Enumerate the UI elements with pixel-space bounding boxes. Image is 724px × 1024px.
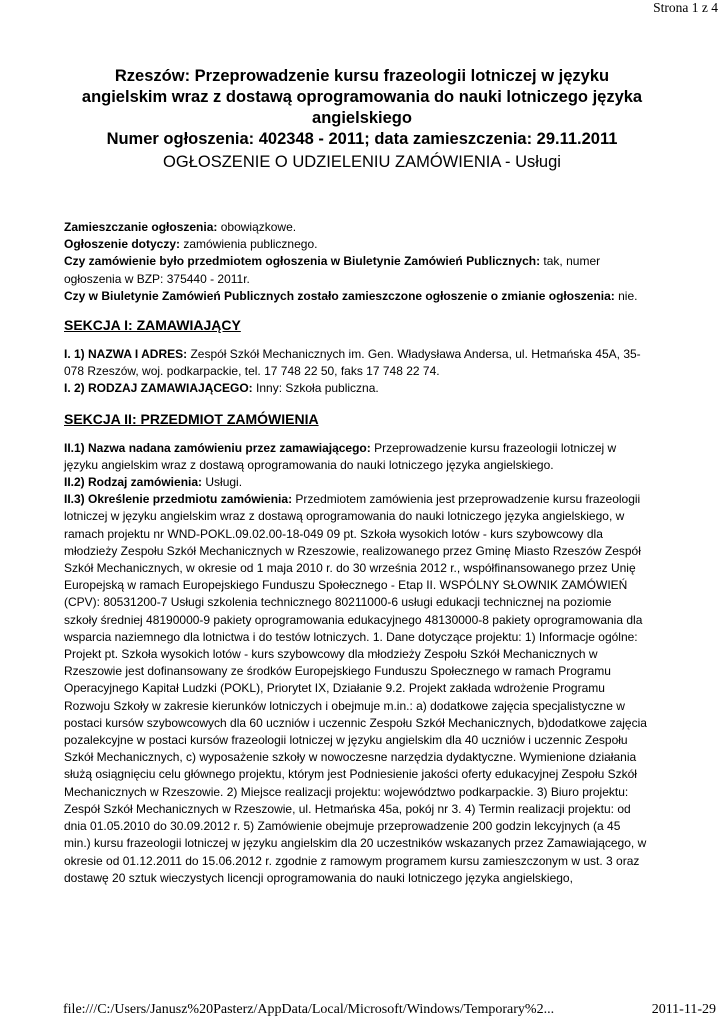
field-value: Przedmiotem zamówienia jest przeprowadzenie kursu frazeologii — [292, 492, 641, 507]
body-text-line: okresie od 01.12.2011 do 15.06.2012 r. zgodnie z ramowym programem kursu zamieszczonym w ust. 3 oraz — [64, 853, 640, 868]
section-1-line — [64, 346, 664, 363]
body-text-line: szkoły średniej 48190000-9 pakiety oprogramowania edukacyjnego 48130000-8 pakiety oprogramowania dla — [64, 612, 643, 627]
intro-line-3 — [64, 253, 664, 270]
field-value: Inny: Szkoła publiczna. — [252, 381, 379, 396]
page-indicator: Strona 1 z 4 — [653, 0, 718, 15]
field-label: Czy w Biuletynie Zamówień Publicznych zostało zamieszczone ogłoszenie o zmianie ogłoszenia: — [64, 288, 615, 303]
body-text-line: Europejską w ramach Europejskiego Funduszu Społecznego - Etap II. WSPÓLNY SŁOWNIK ZAMÓWIEŃ — [64, 578, 628, 593]
section-2-line — [64, 491, 664, 508]
body-text-line: postaci kursów szybowcowych dla 60 uczniów i uczennic Zespołu Szkół Mechanicznych, b)dodatkowe zajęcia — [64, 715, 647, 730]
field-value: tak, numer — [540, 254, 601, 269]
body-text-line: Mechanicznych w Rzeszowie. 2) Miejsce realizacji projektu: województwo podkarpackie. 3) Biuro projektu: — [64, 784, 629, 799]
print-footer — [63, 1002, 716, 1018]
body-text-line: (CPV): 80531200-7 Usługi szkolenia technicznego 80211000-6 usługi edukacji technicznej na poziomie — [64, 595, 612, 610]
section-2-heading: SEKCJA II: PRZEDMIOT ZAMÓWIENIA — [64, 410, 319, 427]
section-1-line: 078 Rzeszów, woj. podkarpackie, tel. 17 748 22 50, faks 17 748 22 74. — [64, 364, 440, 379]
intro-line-1 — [64, 219, 664, 236]
field-value: nie. — [614, 288, 638, 303]
field-label: I. 2) RODZAJ ZAMAWIAJĄCEGO: — [64, 381, 253, 396]
field-value: obowiązkowe. — [217, 220, 297, 234]
body-text-line: służą osiągnięciu celu głównego projektu, którym jest Podniesienie jakości oferty edukacyjnej Zespołu Szkół — [64, 767, 637, 782]
body-text-line: Rzeszowie jest dofinansowany ze środków Europejskiego Funduszu Społecznego w ramach Programu — [64, 664, 611, 679]
field-label: I. 1) NAZWA I ADRES: — [64, 347, 188, 362]
print-date: 2011-11-29 — [651, 1002, 716, 1017]
body-text-line: ramach projektu nr WND-POKL.09.02.00-18-049 09 pt. Szkoła wysokich lotów - kurs szybowcowy dla — [64, 526, 603, 541]
field-label: Czy zamówienie było przedmiotem ogłoszenia w Biuletynie Zamówień Publicznych: — [64, 254, 541, 269]
field-value: Usługi. — [202, 475, 243, 490]
body-text-line: Szkół Mechanicznych, w okresie od 1 maja 2010 r. do 30 września 2012 r., współfinansowanego przez Unię — [64, 561, 636, 576]
section-2-line — [64, 474, 664, 491]
field-value: zamówienia publicznego. — [180, 237, 318, 252]
body-text-line: dnia 01.05.2010 do 30.09.2012 r. 5) Zamówienie obejmuje przeprowadzenie 200 godzin lekcyjnych (a 45 — [64, 819, 621, 834]
document-body — [64, 219, 664, 887]
body-text-line: Szkół Mechanicznych, c) wyposażenie szkoły w nowoczesne narzędzia dydaktyczne. Wymienione działania — [64, 750, 637, 765]
field-label: II.3) Określenie przedmiotu zamówienia: — [64, 492, 293, 507]
field-label: Ogłoszenie dotyczy: — [64, 237, 181, 252]
intro-block — [64, 219, 664, 305]
document-subtitle: OGŁOSZENIE O UDZIELENIU ZAMÓWIENIA - Usługi — [163, 153, 561, 171]
body-text-line: Projekt pt. Szkoła wysokich lotów - kurs szybowcowy dla młodzieży Zespołu Szkół Mechanicznych w — [64, 647, 598, 662]
field-label: Zamieszczanie ogłoszenia: — [64, 220, 218, 234]
section-2-body — [64, 440, 664, 887]
field-label: II.2) Rodzaj zamówienia: — [64, 475, 203, 490]
document-title — [50, 66, 674, 173]
body-text-line: młodzieży Zespołu Szkół Mechanicznych w Rzeszowie, realizowanego przez Gminę Miasto Rzeszów Zespół — [64, 543, 641, 558]
body-text-line: pozalekcyjne w postaci kursów frazeologii lotniczej w języku angielskim dla 40 uczniów i uczennic Zespołu — [64, 733, 628, 748]
section-1-body — [64, 346, 664, 398]
field-value: Przeprowadzenie kursu frazeologii lotniczej w — [370, 440, 617, 455]
section-1-line — [64, 380, 664, 397]
intro-line-4: ogłoszenia w BZP: 375440 - 2011r. — [64, 271, 250, 286]
field-value: Zespół Szkół Mechanicznych im. Gen. Władysława Andersa, ul. Hetmańska 45A, 35- — [187, 347, 641, 362]
title-line-3: angielskiego — [312, 109, 412, 127]
section-2-line: języku angielskim wraz z dostawą oprogramowania do nauki lotniczego języka angielskiego. — [64, 457, 554, 472]
body-text-line: dostawę 20 sztuk wieczystych licencji oprogramowania do nauki lotniczego języka angielskiego, — [64, 870, 573, 885]
field-label: II.1) Nazwa nadana zamówieniu przez zamawiającego: — [64, 440, 371, 455]
body-text-line: Rozwoju Szkoły w zakresie kierunków lotniczych i obejmuje m.in.: a) dodatkowe zajęcia specjalistyczne w — [64, 698, 625, 713]
body-text-line: lotniczej w języku angielskim wraz z dostawą oprogramowania do nauki lotniczego języka angielskiego, w — [64, 509, 625, 524]
body-text-line: Zespół Szkół Mechanicznych w Rzeszowie, ul. Hetmańska 45a, pokój nr 3. 4) Termin realizacji projektu: od — [64, 801, 631, 816]
announcement-number: Numer ogłoszenia: 402348 - 2011; data zamieszczenia: 29.11.2011 — [106, 130, 618, 148]
body-text-line: wsparcia naziemnego dla lotnictwa i do testów lotniczych. 1. Dane dotyczące projektu: 1) Informacje ogólne: — [64, 629, 638, 644]
title-line-2: angielskim wraz z dostawą oprogramowania do nauki lotniczego języka — [81, 88, 643, 106]
intro-line-2 — [64, 236, 664, 253]
intro-line-5 — [64, 288, 664, 305]
body-text-line: min.) kursu frazeologii lotniczej w języku angielskim dla 20 uczestników wskazanych przez Zamawiającego, w — [64, 836, 647, 851]
title-line-1: Rzeszów: Przeprowadzenie kursu frazeologii lotniczej w języku — [114, 67, 610, 85]
body-text-line: Operacyjnego Kapitał Ludzki (POKL), Priorytet IX, Działanie 9.2. Projekt zakłada wdrożenie Programu — [64, 681, 605, 696]
section-2-line — [64, 440, 664, 457]
file-path: file:///C:/Users/Janusz%20Pasterz/AppData/Local/Microsoft/Windows/Temporary%2... — [63, 1002, 555, 1017]
section-1-heading: SEKCJA I: ZAMAWIAJĄCY — [64, 317, 241, 334]
